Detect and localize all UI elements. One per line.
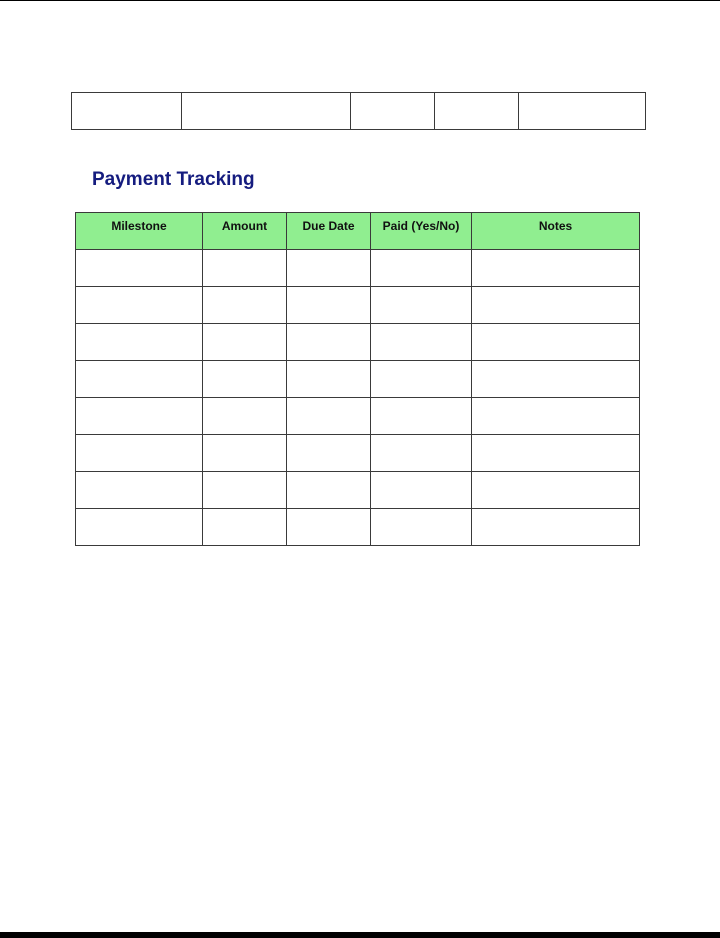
table-cell[interactable] xyxy=(203,398,287,435)
table-cell[interactable] xyxy=(472,361,640,398)
table-cell[interactable] xyxy=(203,361,287,398)
page-top-border xyxy=(0,0,720,1)
payment-tracking-table xyxy=(75,212,640,546)
table-cell[interactable] xyxy=(371,509,472,546)
table-cell[interactable] xyxy=(435,93,519,130)
table-cell[interactable] xyxy=(472,435,640,472)
table-row xyxy=(76,435,640,472)
table-cell[interactable] xyxy=(76,398,203,435)
column-header-due-date: Due Date xyxy=(287,213,371,250)
table-cell[interactable] xyxy=(76,250,203,287)
table-cell[interactable] xyxy=(203,324,287,361)
page-bottom-border xyxy=(0,932,720,938)
table-cell[interactable] xyxy=(76,472,203,509)
section-title: Payment Tracking xyxy=(92,169,255,190)
table-row xyxy=(76,361,640,398)
table-cell[interactable] xyxy=(287,324,371,361)
table-cell[interactable] xyxy=(76,287,203,324)
table-cell[interactable] xyxy=(287,250,371,287)
table-cell[interactable] xyxy=(76,435,203,472)
table-cell[interactable] xyxy=(371,435,472,472)
column-header-milestone: Milestone xyxy=(76,213,203,250)
table-cell[interactable] xyxy=(203,287,287,324)
table-row xyxy=(72,93,646,130)
table-cell[interactable] xyxy=(371,250,472,287)
table-cell[interactable] xyxy=(287,398,371,435)
table-cell[interactable] xyxy=(287,361,371,398)
table-cell[interactable] xyxy=(472,398,640,435)
table-cell[interactable] xyxy=(203,472,287,509)
column-header-amount: Amount xyxy=(203,213,287,250)
table-cell[interactable] xyxy=(76,324,203,361)
table-header-row xyxy=(76,213,640,250)
table-cell[interactable] xyxy=(371,472,472,509)
table-cell[interactable] xyxy=(472,250,640,287)
table-cell[interactable] xyxy=(287,472,371,509)
table-row xyxy=(76,509,640,546)
table-cell[interactable] xyxy=(371,324,472,361)
table-cell[interactable] xyxy=(203,250,287,287)
table-cell[interactable] xyxy=(287,509,371,546)
table-row xyxy=(76,287,640,324)
table-cell[interactable] xyxy=(472,287,640,324)
table-cell[interactable] xyxy=(472,324,640,361)
table-cell[interactable] xyxy=(472,509,640,546)
top-info-table xyxy=(71,92,646,130)
table-cell[interactable] xyxy=(76,509,203,546)
table-row xyxy=(76,398,640,435)
table-cell[interactable] xyxy=(287,435,371,472)
table-cell[interactable] xyxy=(472,472,640,509)
table-cell[interactable] xyxy=(76,361,203,398)
table-cell[interactable] xyxy=(351,93,435,130)
table-cell[interactable] xyxy=(519,93,646,130)
table-cell[interactable] xyxy=(203,509,287,546)
table-row xyxy=(76,324,640,361)
table-cell[interactable] xyxy=(287,287,371,324)
table-cell[interactable] xyxy=(182,93,351,130)
table-cell[interactable] xyxy=(72,93,182,130)
table-row xyxy=(76,250,640,287)
table-cell[interactable] xyxy=(371,361,472,398)
column-header-paid: Paid (Yes/No) xyxy=(371,213,472,250)
table-row xyxy=(76,472,640,509)
table-cell[interactable] xyxy=(203,435,287,472)
table-cell[interactable] xyxy=(371,287,472,324)
column-header-notes: Notes xyxy=(472,213,640,250)
table-cell[interactable] xyxy=(371,398,472,435)
